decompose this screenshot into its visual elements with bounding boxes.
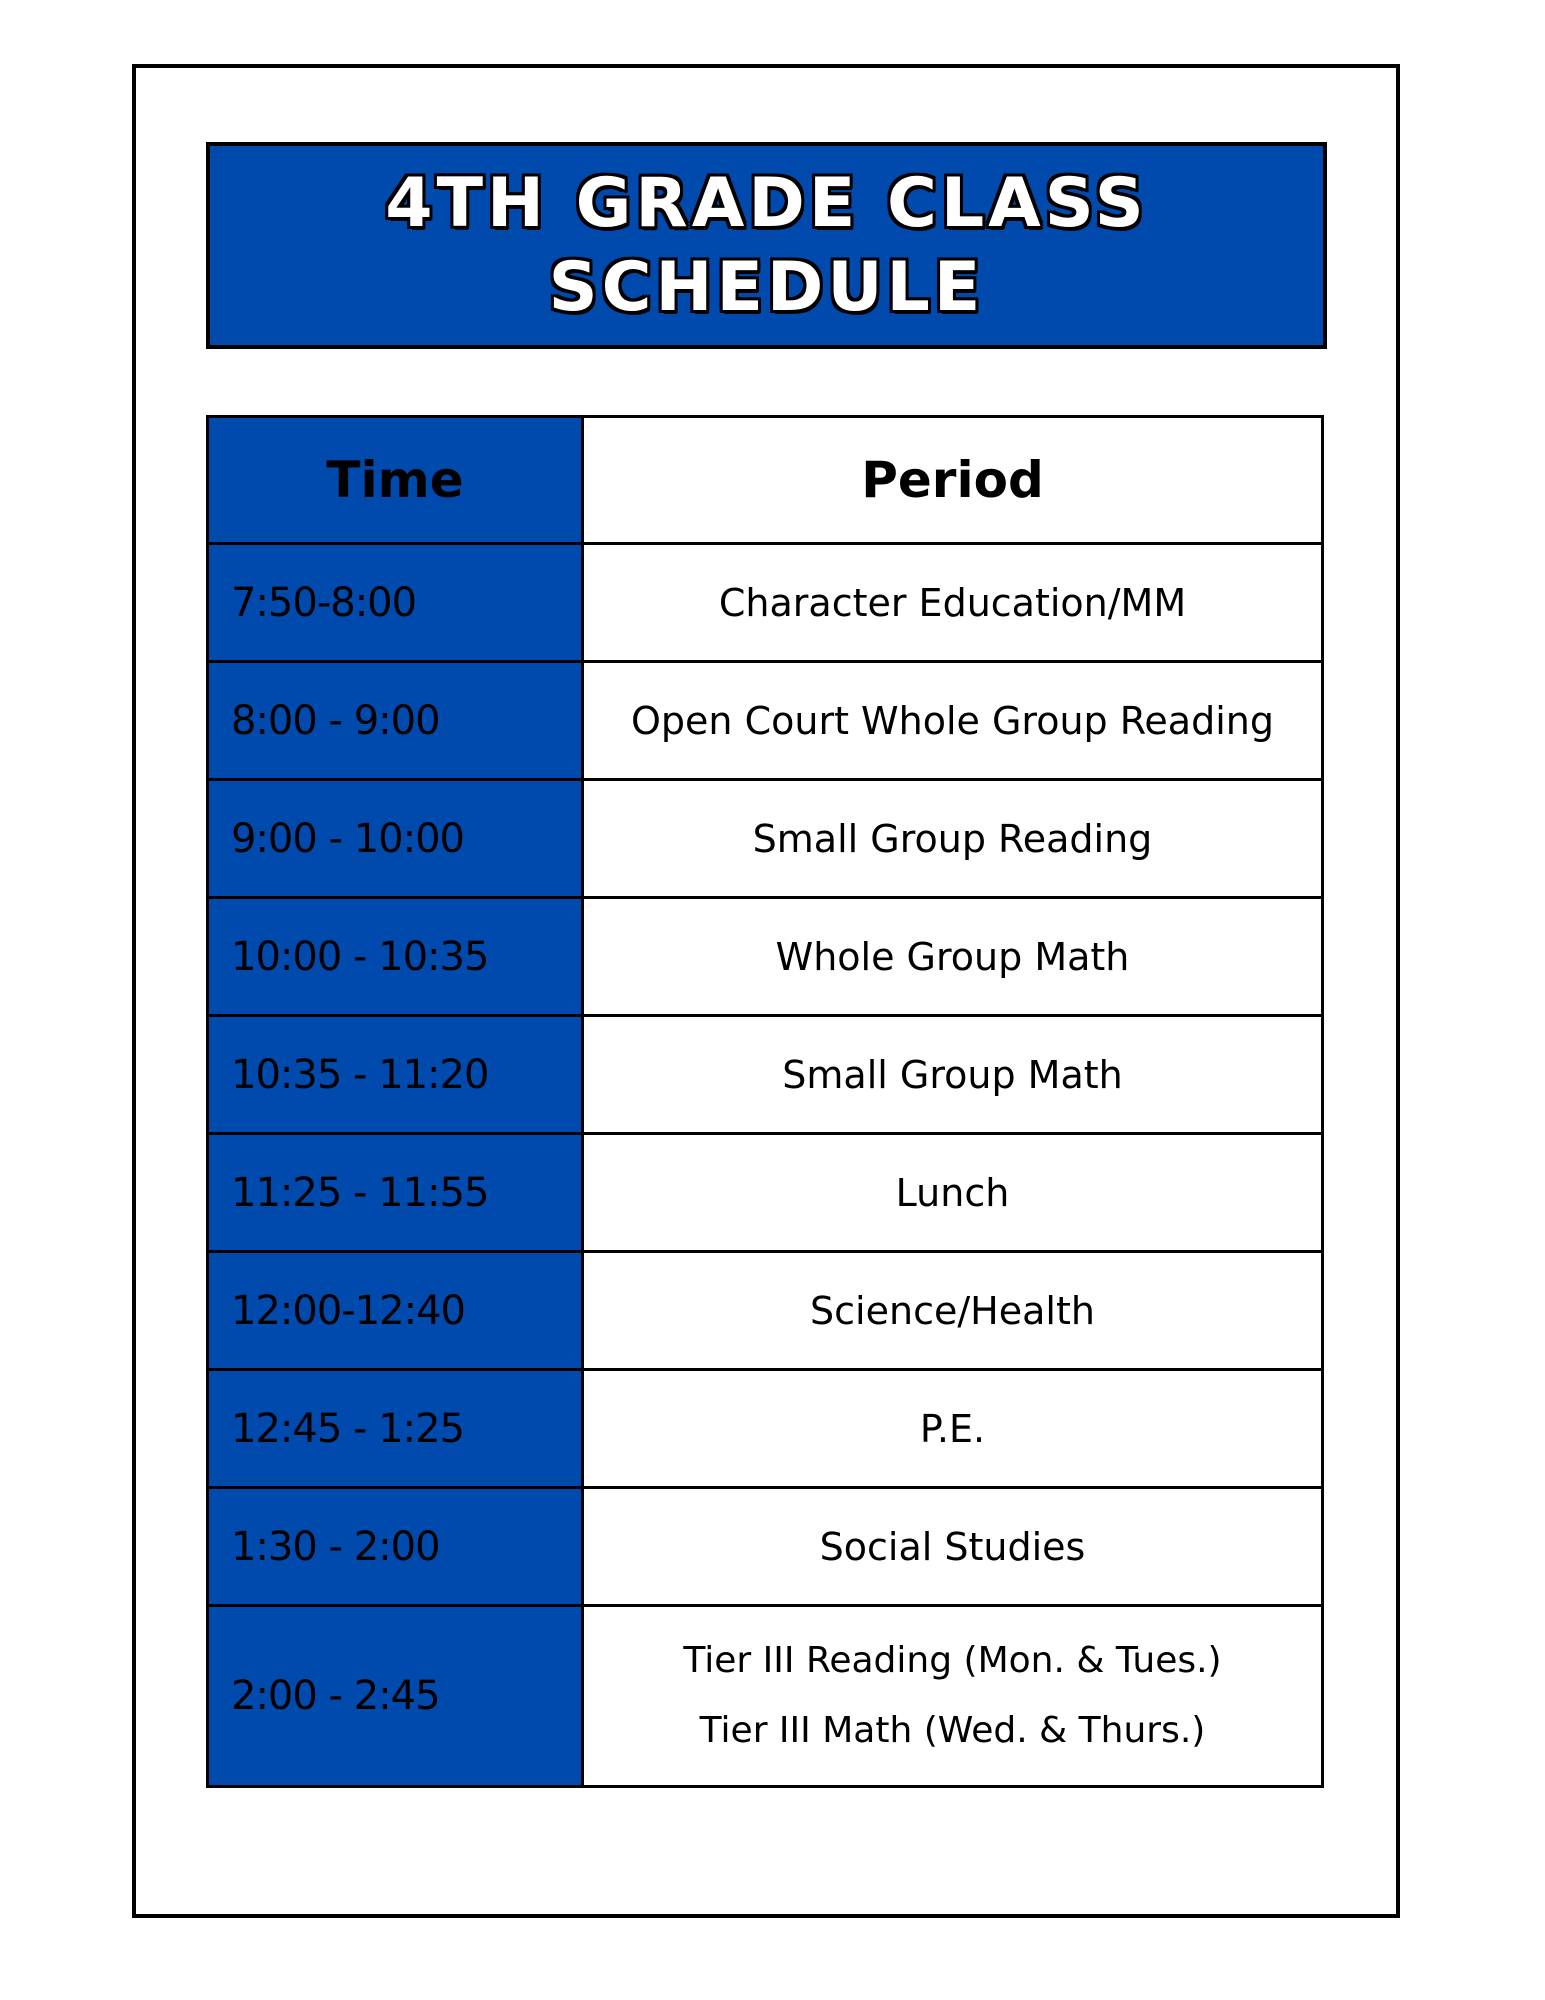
period-cell: [583, 1016, 1323, 1134]
time-column-header: Time: [208, 417, 583, 544]
period-cell: [583, 780, 1323, 898]
period-cell: [583, 1370, 1323, 1488]
table-row: [208, 780, 1323, 898]
period-cell: [583, 1252, 1323, 1370]
period-label: Tier III Math (Wed. & Thurs.): [699, 1710, 1206, 1751]
period-label: P.E.: [919, 1406, 986, 1451]
period-label: Lunch: [895, 1170, 1010, 1215]
table-row: [208, 544, 1323, 662]
table-row: [208, 1252, 1323, 1370]
period-cell: [583, 1488, 1323, 1606]
time-cell: 1:30 - 2:00: [208, 1488, 583, 1606]
time-cell: 11:25 - 11:55: [208, 1134, 583, 1252]
schedule-table: [206, 415, 1324, 1788]
period-cell: [583, 1134, 1323, 1252]
table-row: [208, 1488, 1323, 1606]
schedule-body: [208, 544, 1323, 1787]
table-row: [208, 1606, 1323, 1787]
period-label: Open Court Whole Group Reading: [631, 698, 1274, 743]
table-row: [208, 1134, 1323, 1252]
title-banner: [206, 142, 1327, 349]
time-cell: 7:50-8:00: [208, 544, 583, 662]
table-row: [208, 898, 1323, 1016]
time-cell: 10:35 - 11:20: [208, 1016, 583, 1134]
time-cell: 12:00-12:40: [208, 1252, 583, 1370]
period-label: Science/Health: [810, 1288, 1095, 1333]
period-cell: [583, 1606, 1323, 1787]
page-title-line-1: 4TH GRADE CLASS: [385, 163, 1148, 243]
period-label: Tier III Reading (Mon. & Tues.): [683, 1640, 1222, 1681]
time-cell: 8:00 - 9:00: [208, 662, 583, 780]
period-cell: [583, 544, 1323, 662]
time-cell: 12:45 - 1:25: [208, 1370, 583, 1488]
period-label: Social Studies: [819, 1524, 1086, 1569]
period-cell: [583, 898, 1323, 1016]
time-cell: 9:00 - 10:00: [208, 780, 583, 898]
table-header-row: [208, 417, 1323, 544]
table-row: [208, 1370, 1323, 1488]
period-label: Whole Group Math: [775, 934, 1130, 979]
period-label: Character Education/MM: [718, 580, 1187, 625]
period-label: Small Group Reading: [752, 816, 1153, 861]
table-row: [208, 662, 1323, 780]
time-cell: 2:00 - 2:45: [208, 1606, 583, 1787]
table-row: [208, 1016, 1323, 1134]
period-label: Small Group Math: [782, 1052, 1123, 1097]
period-cell: [583, 662, 1323, 780]
page-title-line-2: SCHEDULE: [548, 247, 985, 327]
time-cell: 10:00 - 10:35: [208, 898, 583, 1016]
period-column-header: Period: [583, 417, 1323, 544]
